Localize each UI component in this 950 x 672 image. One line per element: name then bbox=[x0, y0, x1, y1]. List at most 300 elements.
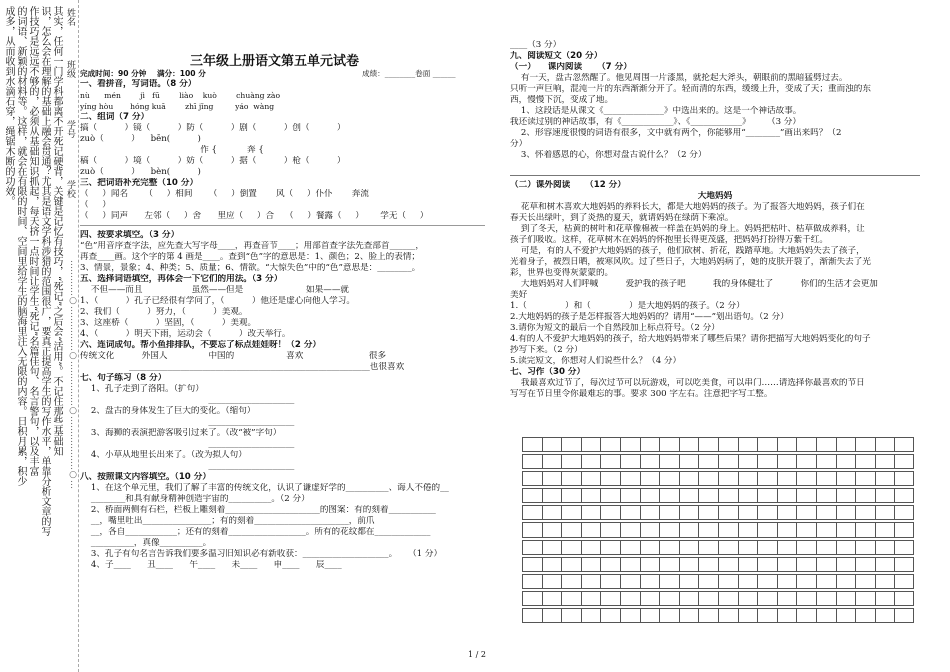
writing-cell[interactable] bbox=[640, 540, 660, 555]
writing-cell[interactable] bbox=[718, 488, 738, 503]
writing-cell[interactable] bbox=[718, 591, 738, 606]
question: 我还读过别的神话故事，有《____________》、《____________》 （3 分） bbox=[510, 117, 801, 127]
writing-cell[interactable] bbox=[757, 505, 777, 520]
passage-1-text: 西，慢慢下沉，变成了地。 bbox=[510, 95, 614, 105]
writing-cell[interactable] bbox=[620, 591, 640, 606]
writing-cell[interactable] bbox=[698, 488, 718, 503]
writing-cell[interactable] bbox=[698, 471, 718, 486]
writing-cell[interactable] bbox=[581, 591, 601, 606]
writing-cell[interactable] bbox=[836, 488, 856, 503]
question: 1、这段话是从课文《______________》中选出来的。这是一个神话故事。 bbox=[510, 106, 802, 116]
writing-cell[interactable] bbox=[620, 454, 640, 469]
label-class: 班级 bbox=[65, 60, 75, 78]
writing-cell[interactable] bbox=[522, 522, 542, 537]
writing-cell[interactable] bbox=[522, 471, 542, 486]
question: 3、怀着感恩的心，你想对盘古说什么？（2 分） bbox=[510, 150, 707, 160]
writing-cell[interactable] bbox=[640, 591, 660, 606]
writing-cell[interactable] bbox=[718, 437, 738, 452]
writing-cell[interactable] bbox=[738, 522, 758, 537]
writing-cell[interactable] bbox=[522, 505, 542, 520]
writing-cell[interactable] bbox=[640, 454, 660, 469]
left-column bbox=[80, 44, 485, 571]
writing-cell[interactable] bbox=[855, 574, 875, 589]
question: 2.大地妈妈的孩子是怎样报答大地妈妈的？请用“——”划出语句。（2 分） bbox=[510, 312, 789, 322]
writing-cell[interactable] bbox=[640, 557, 660, 572]
writing-cell[interactable] bbox=[718, 540, 738, 555]
passage-2-text: 可是，有的人不爱护大地妈妈的孩子，他们砍树、折花，践踏草地。大地妈妈失去了孩子， bbox=[510, 246, 865, 256]
writing-cell[interactable] bbox=[522, 488, 542, 503]
passage-2-text: 春天长出绿叶，到了炎热的夏天，就请妈妈在绿荫下乘凉。 bbox=[510, 213, 734, 223]
writing-cell[interactable] bbox=[777, 488, 797, 503]
writing-cell[interactable] bbox=[542, 471, 562, 486]
writing-cell[interactable] bbox=[738, 471, 758, 486]
writing-cell[interactable] bbox=[600, 557, 620, 572]
writing-cell[interactable] bbox=[875, 557, 895, 572]
writing-prompt: 写写在节日里令你最难忘的事。要求 300 字左右。注意把字写工整。 bbox=[510, 389, 773, 399]
writing-cell[interactable] bbox=[816, 437, 836, 452]
pinyin-row-1: nù mén jì fū liào kuò chuàng zào bbox=[80, 91, 281, 100]
writing-cell[interactable] bbox=[561, 471, 581, 486]
writing-cell[interactable] bbox=[816, 454, 836, 469]
writing-cell[interactable] bbox=[679, 437, 699, 452]
writing-cell[interactable] bbox=[581, 557, 601, 572]
writing-cell[interactable] bbox=[522, 557, 542, 572]
margin-text-col2: 识，怎么会在理解的基础上融会贯通？尤其是语文学科涉猎的范围很广，要真正提高学生的写作水平，单靠分析文章的写 bbox=[39, 6, 50, 536]
writing-cell[interactable] bbox=[777, 574, 797, 589]
writing-cell[interactable] bbox=[875, 437, 895, 452]
writing-cell[interactable] bbox=[894, 591, 914, 606]
writing-cell[interactable] bbox=[816, 557, 836, 572]
writing-cell[interactable] bbox=[581, 437, 601, 452]
writing-cell[interactable] bbox=[522, 608, 542, 623]
writing-cell[interactable] bbox=[777, 540, 797, 555]
writing-cell[interactable] bbox=[679, 454, 699, 469]
margin-text-col5: 成多，从而收到水滴石穿，绳锯木断的功效。 bbox=[3, 6, 14, 206]
writing-cell[interactable] bbox=[581, 574, 601, 589]
writing-cell[interactable] bbox=[522, 540, 542, 555]
writing-cell[interactable] bbox=[522, 437, 542, 452]
writing-cell[interactable] bbox=[698, 437, 718, 452]
writing-cell[interactable] bbox=[561, 557, 581, 572]
writing-cell[interactable] bbox=[659, 557, 679, 572]
writing-cell[interactable] bbox=[620, 574, 640, 589]
writing-cell[interactable] bbox=[659, 574, 679, 589]
section-7-title: 七、句子练习（8 分） bbox=[80, 373, 167, 383]
passage-1-text: 只听一声巨响，混沌一片的东西渐渐分开了。轻而清的东西，缓缓上升，变成了天；重而浊的东 bbox=[510, 84, 871, 94]
passage-2-text: 孩子们吸收。这样，花草树木在妈妈的怀抱里长得更茂盛，把妈妈打扮得万紫千红。 bbox=[510, 235, 828, 245]
question: 1.（ ）和（ ）是大地妈妈的孩子。（2 分） bbox=[510, 301, 745, 311]
writing-cell[interactable] bbox=[600, 608, 620, 623]
passage-2-text: 美好 bbox=[510, 290, 528, 300]
word-group-row: zuò（ ） bèn( ) bbox=[80, 167, 201, 177]
writing-cell[interactable] bbox=[894, 505, 914, 520]
writing-cell[interactable] bbox=[659, 608, 679, 623]
writing-cell[interactable] bbox=[659, 454, 679, 469]
section-4-title: 四、按要求填空。（3 分） bbox=[80, 230, 180, 240]
writing-cell[interactable] bbox=[561, 437, 581, 452]
question: 2、形容速度很慢的词语有很多，文中就有两个，你能够用“________”画出来吗？（2 bbox=[510, 128, 842, 138]
writing-cell[interactable] bbox=[816, 608, 836, 623]
writing-cell[interactable] bbox=[620, 505, 640, 520]
writing-cell[interactable] bbox=[757, 522, 777, 537]
writing-cell[interactable] bbox=[698, 540, 718, 555]
writing-cell[interactable] bbox=[659, 471, 679, 486]
writing-cell[interactable] bbox=[620, 488, 640, 503]
writing-cell[interactable] bbox=[855, 471, 875, 486]
exam-meta: 完成时间：90 分钟 满分：100 分 bbox=[80, 69, 206, 78]
writing-cell[interactable] bbox=[600, 454, 620, 469]
conjunction-row: 2、我们（ ）努力，（ ）美观。 bbox=[80, 307, 248, 317]
writing-cell[interactable] bbox=[777, 591, 797, 606]
writing-cell[interactable] bbox=[777, 505, 797, 520]
conjunction-row: 3、这座桥（ ）坚固，（ ）美观。 bbox=[80, 318, 257, 328]
writing-cell[interactable] bbox=[542, 591, 562, 606]
writing-cell[interactable] bbox=[640, 505, 660, 520]
writing-cell[interactable] bbox=[561, 505, 581, 520]
score-line: 成绩：________卷面 ______ bbox=[362, 69, 456, 78]
writing-cell[interactable] bbox=[718, 557, 738, 572]
writing-cell[interactable] bbox=[836, 437, 856, 452]
writing-cell[interactable] bbox=[522, 574, 542, 589]
writing-cell[interactable] bbox=[757, 540, 777, 555]
word-group-row: 作 { 奔 { bbox=[80, 145, 264, 155]
writing-cell[interactable] bbox=[620, 540, 640, 555]
writing-cell[interactable] bbox=[581, 522, 601, 537]
page-number: 1 / 2 bbox=[468, 650, 486, 659]
writing-cell[interactable] bbox=[542, 488, 562, 503]
answer-line: ________________________________________________________也很喜欢 bbox=[80, 362, 405, 372]
answer-line: ____________________ bbox=[80, 417, 295, 427]
writing-cell[interactable] bbox=[561, 540, 581, 555]
writing-cell[interactable] bbox=[855, 608, 875, 623]
section-2-title: 二、组词（7 分） bbox=[80, 112, 150, 122]
dictionary-row: 3、情景，景象；4、种类；5、质量；6、情欲。“大惊失色”中的“色”意思是：________。 bbox=[80, 263, 421, 273]
writing-cell[interactable] bbox=[836, 540, 856, 555]
cut-line: …………○……………○……………○………………○… bbox=[68, 260, 78, 489]
idiom-row: （ ）同声 左邻（ ）舍 里应（ ）合 （ ）餐露（ ） 学无（ ） bbox=[80, 211, 429, 221]
writing-cell[interactable] bbox=[875, 591, 895, 606]
conjunction-options: 不但——而且 虽然——但是 如果——就 bbox=[80, 285, 350, 295]
writing-cell[interactable] bbox=[522, 591, 542, 606]
writing-cell[interactable] bbox=[796, 557, 816, 572]
writing-cell[interactable] bbox=[875, 471, 895, 486]
label-school: 学校 bbox=[65, 180, 75, 198]
writing-cell[interactable] bbox=[581, 608, 601, 623]
writing-cell[interactable] bbox=[581, 540, 601, 555]
writing-cell[interactable] bbox=[659, 437, 679, 452]
margin-text-col3: 作技巧是远远不够的，必须从基础知识抓起，每天挤一点时间让学生“死记”名篇佳句、名言警句，以及丰富 bbox=[27, 6, 38, 477]
writing-cell[interactable] bbox=[600, 488, 620, 503]
writing-cell[interactable] bbox=[796, 505, 816, 520]
writing-cell[interactable] bbox=[620, 608, 640, 623]
passage-2-text: 到了冬天，枯黄的树叶和花草像棉被一样盖在妈妈的身上。妈妈把枯叶、枯草做成养料，让 bbox=[510, 224, 865, 234]
writing-cell[interactable] bbox=[777, 471, 797, 486]
writing-cell[interactable] bbox=[836, 454, 856, 469]
writing-cell[interactable] bbox=[757, 437, 777, 452]
writing-cell[interactable] bbox=[836, 557, 856, 572]
writing-cell[interactable] bbox=[875, 608, 895, 623]
writing-cell[interactable] bbox=[542, 574, 562, 589]
writing-cell[interactable] bbox=[816, 471, 836, 486]
fill-row: 2、桥面两侧有石栏，栏板上雕刻着______________________的图案：有的刻着___________ bbox=[80, 505, 436, 515]
writing-cell[interactable] bbox=[757, 608, 777, 623]
writing-cell[interactable] bbox=[738, 591, 758, 606]
margin-text-col4: 的词语、新颖的材料等。这样，就会在有限的时间、空间里给学生的脑海里注入无限的内容。日积月累，积少 bbox=[15, 6, 26, 486]
writing-cell[interactable] bbox=[796, 591, 816, 606]
writing-cell[interactable] bbox=[855, 454, 875, 469]
writing-cell[interactable] bbox=[796, 608, 816, 623]
writing-cell[interactable] bbox=[659, 488, 679, 503]
fill-row: __，嘴里吐出________________；有的刻着______________________，前爪 bbox=[80, 516, 375, 526]
writing-cell[interactable] bbox=[679, 591, 699, 606]
writing-cell[interactable] bbox=[561, 574, 581, 589]
writing-grid[interactable] bbox=[522, 437, 914, 623]
writing-cell[interactable] bbox=[894, 471, 914, 486]
writing-cell[interactable] bbox=[894, 557, 914, 572]
writing-cell[interactable] bbox=[600, 505, 620, 520]
writing-cell[interactable] bbox=[738, 540, 758, 555]
section-9-title: 九、阅读短文（20 分） bbox=[510, 51, 603, 61]
writing-cell[interactable] bbox=[600, 471, 620, 486]
writing-cell[interactable] bbox=[679, 574, 699, 589]
writing-cell[interactable] bbox=[757, 471, 777, 486]
writing-cell[interactable] bbox=[777, 608, 797, 623]
writing-cell[interactable] bbox=[738, 574, 758, 589]
writing-cell[interactable] bbox=[855, 437, 875, 452]
writing-cell[interactable] bbox=[757, 454, 777, 469]
writing-cell[interactable] bbox=[855, 488, 875, 503]
word-group-row: zuò（ ） bēn( ) bbox=[80, 134, 201, 144]
writing-cell[interactable] bbox=[600, 591, 620, 606]
passage-2-text: 花草和树木喜欢大地妈妈的养料长大，都是大地妈妈的孩子。为了报答大地妈妈，孩子们在 bbox=[510, 202, 865, 212]
writing-cell[interactable] bbox=[679, 505, 699, 520]
writing-cell[interactable] bbox=[777, 437, 797, 452]
answer-line: ____________________ bbox=[80, 439, 295, 449]
writing-cell[interactable] bbox=[679, 471, 699, 486]
conjunction-row: 1、（ ）孔子已经很有学问了，（ ）他还是虚心向他人学习。 bbox=[80, 296, 355, 306]
writing-cell[interactable] bbox=[581, 454, 601, 469]
pinyin-row-2: yíng hòu hóng kuā zhī jǐng yáo wàng bbox=[80, 102, 275, 111]
writing-cell[interactable] bbox=[698, 454, 718, 469]
writing-cell[interactable] bbox=[679, 488, 699, 503]
writing-cell[interactable] bbox=[816, 591, 836, 606]
writing-cell[interactable] bbox=[718, 471, 738, 486]
word-group-row: 搞（ ）镜（ ）防（ ）剧（ ）创（ ） bbox=[80, 123, 346, 133]
writing-cell[interactable] bbox=[542, 522, 562, 537]
idiom-row: （ ） bbox=[80, 200, 111, 210]
writing-cell[interactable] bbox=[738, 437, 758, 452]
writing-cell[interactable] bbox=[836, 522, 856, 537]
writing-cell[interactable] bbox=[894, 488, 914, 503]
writing-cell[interactable] bbox=[816, 540, 836, 555]
writing-cell[interactable] bbox=[796, 454, 816, 469]
writing-cell[interactable] bbox=[875, 488, 895, 503]
writing-cell[interactable] bbox=[542, 540, 562, 555]
writing-cell[interactable] bbox=[855, 540, 875, 555]
margin-text-col1: 其实，任何一门学科都离不开死记硬背，关键是记忆有技巧，“死记”之后会“活用”。不记住那些基础知 bbox=[51, 6, 62, 457]
passage-2-text: 光着身子，被烈日晒，被寒风吹。过了些日子，大地妈妈病了，她的皮肤开裂了，渐渐失去了光 bbox=[510, 257, 871, 267]
writing-cell[interactable] bbox=[698, 522, 718, 537]
question: 抄写下来。（2 分） bbox=[510, 345, 583, 355]
question: 4.有的人不爱护大地妈妈的孩子，给大地妈妈带来了哪些后果？请你把描写大地妈妈变化的句子 bbox=[510, 334, 871, 344]
writing-cell[interactable] bbox=[738, 557, 758, 572]
writing-cell[interactable] bbox=[875, 454, 895, 469]
writing-cell[interactable] bbox=[777, 454, 797, 469]
writing-cell[interactable] bbox=[894, 454, 914, 469]
writing-cell[interactable] bbox=[796, 488, 816, 503]
writing-cell[interactable] bbox=[698, 505, 718, 520]
writing-cell[interactable] bbox=[718, 574, 738, 589]
writing-cell[interactable] bbox=[757, 591, 777, 606]
writing-cell[interactable] bbox=[836, 608, 856, 623]
writing-cell[interactable] bbox=[894, 540, 914, 555]
writing-cell[interactable] bbox=[679, 608, 699, 623]
writing-cell[interactable] bbox=[698, 557, 718, 572]
page-title: 三年级上册语文第五单元试卷 bbox=[190, 54, 360, 69]
writing-cell[interactable] bbox=[600, 540, 620, 555]
writing-cell[interactable] bbox=[620, 522, 640, 537]
section-1-title: 一、看拼音，写词语。（8 分） bbox=[80, 79, 197, 89]
writing-cell[interactable] bbox=[561, 522, 581, 537]
writing-cell[interactable] bbox=[757, 557, 777, 572]
writing-cell[interactable] bbox=[894, 574, 914, 589]
passage-2-text: 彩，世界也变得灰蒙蒙的。 bbox=[510, 268, 614, 278]
writing-cell[interactable] bbox=[855, 505, 875, 520]
writing-cell[interactable] bbox=[659, 522, 679, 537]
writing-cell[interactable] bbox=[718, 454, 738, 469]
writing-cell[interactable] bbox=[581, 488, 601, 503]
writing-cell[interactable] bbox=[600, 574, 620, 589]
writing-cell[interactable] bbox=[542, 608, 562, 623]
binding-margin bbox=[0, 0, 79, 672]
writing-cell[interactable] bbox=[738, 505, 758, 520]
writing-cell[interactable] bbox=[777, 522, 797, 537]
writing-cell[interactable] bbox=[659, 540, 679, 555]
right-column bbox=[510, 40, 920, 400]
writing-cell[interactable] bbox=[836, 505, 856, 520]
writing-cell[interactable] bbox=[718, 608, 738, 623]
writing-cell[interactable] bbox=[640, 522, 660, 537]
writing-cell[interactable] bbox=[796, 522, 816, 537]
writing-cell[interactable] bbox=[542, 505, 562, 520]
writing-cell[interactable] bbox=[698, 574, 718, 589]
writing-cell[interactable] bbox=[836, 591, 856, 606]
writing-cell[interactable] bbox=[816, 574, 836, 589]
fill-row: __________，真像__________。 bbox=[80, 538, 212, 548]
writing-cell[interactable] bbox=[757, 488, 777, 503]
writing-cell[interactable] bbox=[875, 522, 895, 537]
passage-2-heading: 大地妈妈 bbox=[697, 191, 733, 201]
answer-line: ____________________ bbox=[80, 461, 295, 471]
writing-cell[interactable] bbox=[620, 471, 640, 486]
writing-cell[interactable] bbox=[640, 574, 660, 589]
dictionary-row: 再查____画。这个字的第 4 画是____。查到“色”字的意思是：1、颜色；2、脸上的表情； bbox=[80, 252, 421, 262]
writing-cell[interactable] bbox=[816, 505, 836, 520]
writing-cell[interactable] bbox=[855, 557, 875, 572]
writing-cell[interactable] bbox=[600, 522, 620, 537]
writing-cell[interactable] bbox=[522, 454, 542, 469]
writing-cell[interactable] bbox=[738, 488, 758, 503]
writing-cell[interactable] bbox=[796, 540, 816, 555]
writing-cell[interactable] bbox=[894, 608, 914, 623]
writing-cell[interactable] bbox=[816, 488, 836, 503]
writing-cell[interactable] bbox=[698, 591, 718, 606]
writing-cell[interactable] bbox=[836, 471, 856, 486]
writing-cell[interactable] bbox=[561, 454, 581, 469]
writing-cell[interactable] bbox=[561, 591, 581, 606]
writing-cell[interactable] bbox=[659, 505, 679, 520]
writing-cell[interactable] bbox=[894, 522, 914, 537]
writing-cell[interactable] bbox=[640, 488, 660, 503]
writing-cell[interactable] bbox=[894, 437, 914, 452]
writing-cell[interactable] bbox=[796, 437, 816, 452]
writing-cell[interactable] bbox=[640, 471, 660, 486]
writing-cell[interactable] bbox=[542, 437, 562, 452]
sentence-task: 2、盘古的身体发生了巨大的变化。（缩句） bbox=[80, 406, 256, 416]
writing-cell[interactable] bbox=[855, 522, 875, 537]
writing-cell[interactable] bbox=[659, 591, 679, 606]
writing-cell[interactable] bbox=[581, 505, 601, 520]
fill-row: __，各自____________；还有的刻着__________________。所有的花纹都在_____________ bbox=[80, 527, 431, 537]
writing-cell[interactable] bbox=[620, 557, 640, 572]
writing-cell[interactable] bbox=[738, 454, 758, 469]
writing-cell[interactable] bbox=[679, 522, 699, 537]
writing-cell[interactable] bbox=[777, 557, 797, 572]
writing-cell[interactable] bbox=[875, 505, 895, 520]
section-10-title: 七、习作（30 分） bbox=[510, 367, 586, 377]
passage-1-text: 有一天，盘古忽然醒了。他见周围一片漆黑，就抡起大斧头，朝眼前的黑暗猛劈过去。 bbox=[510, 73, 848, 83]
carryover-score: ____（3 分） bbox=[510, 40, 562, 50]
writing-cell[interactable] bbox=[561, 608, 581, 623]
question: 5.读完短文，你想对人们说些什么？（4 分） bbox=[510, 356, 682, 366]
writing-cell[interactable] bbox=[640, 437, 660, 452]
writing-cell[interactable] bbox=[718, 522, 738, 537]
writing-cell[interactable] bbox=[679, 557, 699, 572]
sentence-task: 3、海狮的表演把游客吸引过来了。（改“被”字句） bbox=[80, 428, 282, 438]
writing-cell[interactable] bbox=[816, 522, 836, 537]
word-cards: 传统文化 外国人 中国的 喜欢 很多 bbox=[80, 351, 387, 361]
writing-cell[interactable] bbox=[561, 488, 581, 503]
writing-cell[interactable] bbox=[698, 608, 718, 623]
fill-row: 4、子____ 丑____ 午____ 未____ 申____ 辰____ bbox=[80, 560, 342, 570]
writing-cell[interactable] bbox=[875, 540, 895, 555]
writing-cell[interactable] bbox=[718, 505, 738, 520]
writing-cell[interactable] bbox=[620, 437, 640, 452]
writing-cell[interactable] bbox=[600, 437, 620, 452]
writing-cell[interactable] bbox=[640, 608, 660, 623]
writing-cell[interactable] bbox=[836, 574, 856, 589]
writing-cell[interactable] bbox=[757, 574, 777, 589]
writing-cell[interactable] bbox=[738, 608, 758, 623]
fill-row: 3、孔子有句名言告诉我们要多温习旧知识必有新收获：____________________。 （1 分） bbox=[80, 549, 443, 559]
writing-cell[interactable] bbox=[679, 540, 699, 555]
writing-cell[interactable] bbox=[542, 454, 562, 469]
passage-1-title: （一） 课内阅读 （7 分） bbox=[510, 62, 632, 72]
writing-cell[interactable] bbox=[855, 591, 875, 606]
writing-cell[interactable] bbox=[581, 471, 601, 486]
writing-cell[interactable] bbox=[542, 557, 562, 572]
label-id: 学号 bbox=[65, 120, 75, 138]
writing-cell[interactable] bbox=[796, 471, 816, 486]
conjunction-row: 4、（ ）明天下雨，运动会（ ）改天举行。 bbox=[80, 329, 291, 339]
passage-2-title: （二）课外阅读 （12 分） bbox=[510, 180, 626, 190]
section-3-title: 三、把词语补充完整（10 分） bbox=[80, 178, 199, 188]
word-group-row: 稿（ ）境（ ）妨（ ）据（ ）枪（ ） bbox=[80, 156, 346, 166]
fill-row: 1、在这个单元里，我们了解了丰富的传统文化，认识了谦虚好学的__________、诲人不倦的__ bbox=[80, 483, 449, 493]
writing-cell[interactable] bbox=[875, 574, 895, 589]
answer-line: ____________________ bbox=[80, 395, 295, 405]
writing-cell[interactable] bbox=[796, 574, 816, 589]
